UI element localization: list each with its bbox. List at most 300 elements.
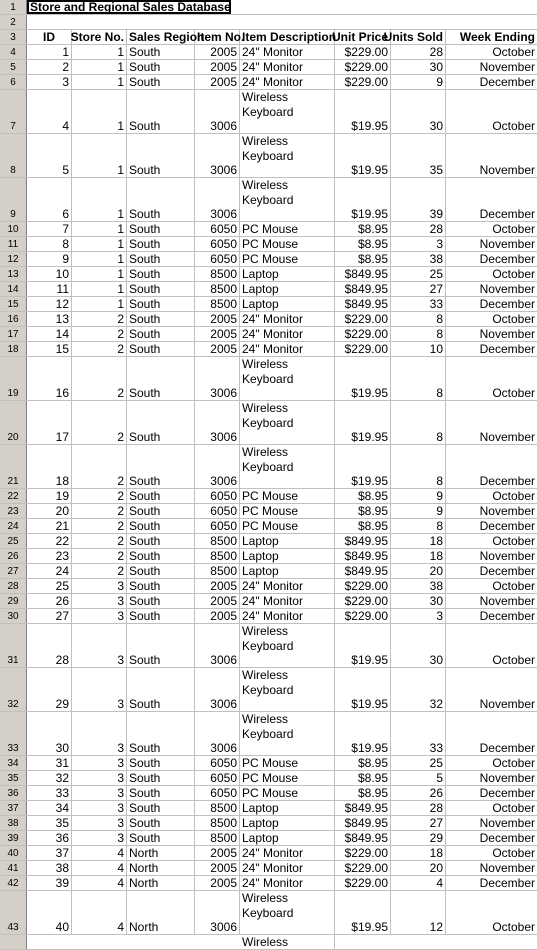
cell-id[interactable]: 15 bbox=[27, 342, 72, 356]
cell-store-no[interactable]: 4 bbox=[72, 861, 127, 875]
cell-unit-price[interactable]: $229.00 bbox=[335, 579, 391, 593]
cell-item-description[interactable] bbox=[240, 401, 335, 444]
cell-item-no[interactable]: 3006 bbox=[195, 178, 240, 221]
row-header[interactable]: 12 bbox=[0, 252, 27, 266]
cell-sales-region[interactable]: South bbox=[127, 489, 195, 503]
cell-unit-price[interactable]: $8.95 bbox=[335, 222, 391, 236]
cell-unit-price[interactable]: $8.95 bbox=[335, 519, 391, 533]
row-header[interactable]: 26 bbox=[0, 549, 27, 563]
cell-week-ending[interactable]: October bbox=[492, 222, 535, 236]
cell-units-sold[interactable]: 9 bbox=[391, 504, 446, 518]
cell-unit-price[interactable]: $849.95 bbox=[335, 801, 391, 815]
cell-id[interactable]: 6 bbox=[27, 178, 72, 221]
cell-unit-price[interactable]: $8.95 bbox=[335, 786, 391, 800]
cell-units-sold[interactable]: 8 bbox=[391, 357, 446, 400]
cell-item-description[interactable]: PC Mouse bbox=[240, 771, 335, 785]
cell-id[interactable]: 30 bbox=[27, 712, 72, 755]
cell-week-ending[interactable]: November bbox=[479, 549, 535, 563]
cell-id[interactable]: 39 bbox=[27, 876, 72, 890]
cell-id[interactable]: 21 bbox=[27, 519, 72, 533]
cell-store-no[interactable]: 3 bbox=[72, 756, 127, 770]
cell-item-description[interactable]: 24" Monitor bbox=[240, 846, 335, 860]
cell-units-sold[interactable]: 26 bbox=[391, 786, 446, 800]
cell-sales-region[interactable]: North bbox=[127, 861, 195, 875]
cell-units-sold[interactable]: 8 bbox=[391, 312, 446, 326]
cell-units-sold[interactable]: 12 bbox=[391, 891, 446, 934]
cell-units-sold[interactable]: 30 bbox=[391, 90, 446, 133]
cell-item-description[interactable]: 24" Monitor bbox=[240, 60, 335, 74]
cell-unit-price[interactable]: $19.95 bbox=[335, 178, 391, 221]
cell-unit-price[interactable]: $19.95 bbox=[335, 134, 391, 177]
cell-sales-region[interactable]: South bbox=[127, 342, 195, 356]
cell-sales-region[interactable]: South bbox=[127, 756, 195, 770]
cell-id[interactable]: 19 bbox=[27, 489, 72, 503]
cell-item-no[interactable]: 2005 bbox=[195, 846, 240, 860]
cell-store-no[interactable]: 4 bbox=[72, 846, 127, 860]
cell-units-sold[interactable]: 3 bbox=[391, 609, 446, 623]
cell-item-no[interactable]: 8500 bbox=[195, 267, 240, 281]
cell-item-no[interactable]: 8500 bbox=[195, 801, 240, 815]
cell-id[interactable]: 3 bbox=[27, 75, 72, 89]
cell-sales-region[interactable]: South bbox=[127, 504, 195, 518]
row-header[interactable]: 38 bbox=[0, 816, 27, 830]
cell-item-no[interactable]: 2005 bbox=[195, 60, 240, 74]
cell-store-no[interactable]: 2 bbox=[72, 519, 127, 533]
sheet-title[interactable]: Store and Regional Sales Database bbox=[27, 0, 231, 14]
cell-id[interactable]: 5 bbox=[27, 134, 72, 177]
row-header[interactable]: 40 bbox=[0, 846, 27, 860]
cell-units-sold[interactable]: 30 bbox=[391, 624, 446, 667]
cell-sales-region[interactable]: North bbox=[127, 876, 195, 890]
cell-week-ending[interactable]: November bbox=[479, 282, 535, 296]
row-header[interactable]: 21 bbox=[0, 445, 27, 488]
cell-unit-price[interactable]: $19.95 bbox=[335, 401, 391, 444]
cell-item-description[interactable]: 24" Monitor bbox=[240, 594, 335, 608]
row-header[interactable]: 39 bbox=[0, 831, 27, 845]
cell-store-no[interactable]: 2 bbox=[72, 312, 127, 326]
col-header-unit-price[interactable]: Unit Price bbox=[335, 30, 391, 44]
cell-item-description[interactable]: 24" Monitor bbox=[240, 579, 335, 593]
cell-unit-price[interactable]: $8.95 bbox=[335, 504, 391, 518]
cell-unit-price[interactable]: $849.95 bbox=[335, 831, 391, 845]
cell-item-description[interactable]: 24" Monitor bbox=[240, 342, 335, 356]
cell-store-no[interactable]: 2 bbox=[72, 534, 127, 548]
cell-item-no[interactable]: 2005 bbox=[195, 312, 240, 326]
cell-week-ending[interactable]: December bbox=[479, 876, 535, 890]
cell-units-sold[interactable]: 30 bbox=[391, 594, 446, 608]
cell-item-no[interactable]: 3006 bbox=[195, 90, 240, 133]
row-header[interactable]: 28 bbox=[0, 579, 27, 593]
cell-item-description[interactable] bbox=[240, 668, 335, 711]
cell-store-no[interactable]: 2 bbox=[72, 489, 127, 503]
cell-week-ending[interactable]: November bbox=[479, 861, 535, 875]
cell-units-sold[interactable]: 32 bbox=[391, 668, 446, 711]
cell-sales-region[interactable]: South bbox=[127, 252, 195, 266]
cell-item-no[interactable]: 3006 bbox=[195, 891, 240, 934]
cell-sales-region[interactable]: South bbox=[127, 90, 195, 133]
cell-item-description[interactable]: 24" Monitor bbox=[240, 876, 335, 890]
row-header[interactable]: 27 bbox=[0, 564, 27, 578]
cell-store-no[interactable]: 3 bbox=[72, 771, 127, 785]
cell-week-ending[interactable]: October bbox=[492, 579, 535, 593]
cell-id[interactable]: 33 bbox=[27, 786, 72, 800]
cell-sales-region[interactable]: South bbox=[127, 178, 195, 221]
cell-week-ending[interactable]: November bbox=[479, 697, 535, 711]
cell-units-sold[interactable]: 33 bbox=[391, 712, 446, 755]
cell-item-description[interactable]: 24" Monitor bbox=[240, 75, 335, 89]
cell-sales-region[interactable]: South bbox=[127, 549, 195, 563]
cell-id[interactable]: 11 bbox=[27, 282, 72, 296]
cell-week-ending[interactable]: December bbox=[479, 519, 535, 533]
cell-units-sold[interactable]: 8 bbox=[391, 519, 446, 533]
cell-sales-region[interactable]: South bbox=[127, 594, 195, 608]
cell-unit-price[interactable]: $8.95 bbox=[335, 237, 391, 251]
cell-units-sold[interactable]: 38 bbox=[391, 252, 446, 266]
row-header[interactable]: 37 bbox=[0, 801, 27, 815]
cell-store-no[interactable]: 3 bbox=[72, 624, 127, 667]
row-header[interactable]: 24 bbox=[0, 519, 27, 533]
cell-week-ending[interactable]: December bbox=[479, 609, 535, 623]
cell-item-no[interactable]: 2005 bbox=[195, 342, 240, 356]
cell-item-no[interactable]: 8500 bbox=[195, 831, 240, 845]
cell-sales-region[interactable]: South bbox=[127, 267, 195, 281]
cell-id[interactable]: 12 bbox=[27, 297, 72, 311]
cell-unit-price[interactable]: $8.95 bbox=[335, 489, 391, 503]
row-header[interactable]: 8 bbox=[0, 134, 27, 177]
cell-id[interactable]: 28 bbox=[27, 624, 72, 667]
cell-item-no[interactable]: 8500 bbox=[195, 534, 240, 548]
row-header[interactable]: 33 bbox=[0, 712, 27, 755]
row-header[interactable]: 14 bbox=[0, 282, 27, 296]
row-header[interactable]: 35 bbox=[0, 771, 27, 785]
cell-sales-region[interactable]: South bbox=[127, 327, 195, 341]
col-header-week-ending[interactable]: Week Ending bbox=[459, 30, 535, 44]
cell-id[interactable]: 18 bbox=[27, 445, 72, 488]
cell-sales-region[interactable]: South bbox=[127, 579, 195, 593]
cell-item-no[interactable]: 6050 bbox=[195, 222, 240, 236]
cell-item-no[interactable]: 2005 bbox=[195, 75, 240, 89]
cell-item-no[interactable]: 6050 bbox=[195, 786, 240, 800]
cell-units-sold[interactable]: 38 bbox=[391, 579, 446, 593]
cell-units-sold[interactable]: 28 bbox=[391, 45, 446, 59]
cell-item-description[interactable]: 24" Monitor bbox=[240, 327, 335, 341]
cell-units-sold[interactable]: 3 bbox=[391, 237, 446, 251]
cell-sales-region[interactable]: South bbox=[127, 519, 195, 533]
cell-sales-region[interactable]: South bbox=[127, 534, 195, 548]
cell-id[interactable]: 25 bbox=[27, 579, 72, 593]
cell-item-no[interactable]: 2005 bbox=[195, 876, 240, 890]
cell-unit-price[interactable]: $19.95 bbox=[335, 712, 391, 755]
cell-store-no[interactable]: 4 bbox=[72, 891, 127, 934]
cell-id[interactable]: 35 bbox=[27, 816, 72, 830]
cell-id[interactable]: 32 bbox=[27, 771, 72, 785]
cell-unit-price[interactable]: $849.95 bbox=[335, 297, 391, 311]
cell-item-description[interactable] bbox=[240, 90, 335, 133]
row-header[interactable]: 15 bbox=[0, 297, 27, 311]
cell-store-no[interactable]: 3 bbox=[72, 831, 127, 845]
row-header[interactable]: 20 bbox=[0, 401, 27, 444]
cell-week-ending[interactable]: October bbox=[492, 386, 535, 400]
cell-id[interactable]: 27 bbox=[27, 609, 72, 623]
cell-item-description[interactable]: Laptop bbox=[240, 564, 335, 578]
row-header-3[interactable]: 3 bbox=[0, 30, 27, 44]
cell-units-sold[interactable]: 35 bbox=[391, 134, 446, 177]
cell-id[interactable]: 17 bbox=[27, 401, 72, 444]
cell-store-no[interactable]: 1 bbox=[72, 282, 127, 296]
row-header-partial[interactable] bbox=[0, 935, 27, 949]
cell-week-ending[interactable]: November bbox=[479, 60, 535, 74]
cell-sales-region[interactable]: South bbox=[127, 816, 195, 830]
cell-id[interactable]: 7 bbox=[27, 222, 72, 236]
col-header-id[interactable]: ID bbox=[27, 30, 72, 44]
cell-store-no[interactable]: 2 bbox=[72, 342, 127, 356]
cell-item-description[interactable]: Laptop bbox=[240, 267, 335, 281]
cell-id[interactable]: 4 bbox=[27, 90, 72, 133]
cell-item-no[interactable]: 3006 bbox=[195, 668, 240, 711]
cell-sales-region[interactable]: South bbox=[127, 771, 195, 785]
cell-units-sold[interactable]: 9 bbox=[391, 489, 446, 503]
cell-sales-region[interactable]: South bbox=[127, 786, 195, 800]
cell-units-sold[interactable]: 18 bbox=[391, 549, 446, 563]
cell-sales-region[interactable]: South bbox=[127, 609, 195, 623]
cell-id[interactable]: 23 bbox=[27, 549, 72, 563]
cell-week-ending[interactable]: November bbox=[479, 771, 535, 785]
cell-item-description[interactable]: PC Mouse bbox=[240, 756, 335, 770]
cell-week-ending[interactable]: December bbox=[479, 297, 535, 311]
cell-unit-price[interactable]: $19.95 bbox=[335, 357, 391, 400]
cell-id[interactable]: 2 bbox=[27, 60, 72, 74]
row-header[interactable]: 36 bbox=[0, 786, 27, 800]
cell-unit-price[interactable]: $229.00 bbox=[335, 75, 391, 89]
cell-item-description[interactable]: 24" Monitor bbox=[240, 45, 335, 59]
cell-sales-region[interactable]: South bbox=[127, 282, 195, 296]
cell-unit-price[interactable]: $19.95 bbox=[335, 90, 391, 133]
cell-item-description[interactable]: Laptop bbox=[240, 282, 335, 296]
row-header-2[interactable]: 2 bbox=[0, 15, 27, 29]
cell-sales-region[interactable]: South bbox=[127, 237, 195, 251]
cell-sales-region[interactable]: South bbox=[127, 401, 195, 444]
cell-sales-region[interactable]: North bbox=[127, 846, 195, 860]
cell-unit-price[interactable]: $229.00 bbox=[335, 45, 391, 59]
cell-store-no[interactable]: 2 bbox=[72, 327, 127, 341]
row-header[interactable]: 42 bbox=[0, 876, 27, 890]
cell-item-description[interactable]: Laptop bbox=[240, 801, 335, 815]
cell-sales-region[interactable]: South bbox=[127, 831, 195, 845]
cell-item-description[interactable] bbox=[240, 357, 335, 400]
cell-item-description[interactable]: Laptop bbox=[240, 816, 335, 830]
cell-week-ending[interactable]: December bbox=[479, 474, 535, 488]
cell-week-ending[interactable]: October bbox=[492, 756, 535, 770]
cell-id[interactable]: 20 bbox=[27, 504, 72, 518]
cell-units-sold[interactable]: 8 bbox=[391, 401, 446, 444]
cell-item-no[interactable]: 3006 bbox=[195, 712, 240, 755]
cell-week-ending[interactable]: December bbox=[479, 564, 535, 578]
cell-item-description-partial[interactable]: Wireless bbox=[240, 935, 335, 949]
cell-unit-price[interactable]: $19.95 bbox=[335, 668, 391, 711]
cell-item-description[interactable]: PC Mouse bbox=[240, 252, 335, 266]
row-header[interactable]: 41 bbox=[0, 861, 27, 875]
row-header[interactable]: 13 bbox=[0, 267, 27, 281]
cell-store-no[interactable]: 1 bbox=[72, 222, 127, 236]
cell-item-description[interactable]: PC Mouse bbox=[240, 519, 335, 533]
cell-unit-price[interactable]: $229.00 bbox=[335, 861, 391, 875]
cell-id[interactable]: 24 bbox=[27, 564, 72, 578]
cell-sales-region[interactable]: North bbox=[127, 891, 195, 934]
cell-units-sold[interactable]: 5 bbox=[391, 771, 446, 785]
cell-id[interactable]: 9 bbox=[27, 252, 72, 266]
row-header[interactable]: 9 bbox=[0, 178, 27, 221]
cell-week-ending[interactable]: October bbox=[492, 846, 535, 860]
cell-sales-region[interactable]: South bbox=[127, 45, 195, 59]
cell-item-no[interactable]: 8500 bbox=[195, 549, 240, 563]
cell-unit-price[interactable]: $19.95 bbox=[335, 624, 391, 667]
cell-unit-price[interactable]: $19.95 bbox=[335, 445, 391, 488]
col-header-sales-region[interactable]: Sales Region bbox=[129, 30, 205, 44]
cell-week-ending[interactable]: October bbox=[492, 920, 535, 934]
cell-unit-price[interactable]: $849.95 bbox=[335, 282, 391, 296]
col-header-item-description[interactable]: Item Description bbox=[242, 30, 337, 44]
cell-units-sold[interactable]: 20 bbox=[391, 564, 446, 578]
cell-sales-region[interactable]: South bbox=[127, 357, 195, 400]
cell-unit-price[interactable]: $8.95 bbox=[335, 756, 391, 770]
cell-item-no[interactable]: 3006 bbox=[195, 624, 240, 667]
cell-id[interactable]: 34 bbox=[27, 801, 72, 815]
cell-store-no[interactable]: 3 bbox=[72, 712, 127, 755]
cell-sales-region[interactable]: South bbox=[127, 312, 195, 326]
cell-week-ending[interactable]: December bbox=[479, 75, 535, 89]
cell-item-no[interactable]: 3006 bbox=[195, 401, 240, 444]
cell-store-no[interactable]: 3 bbox=[72, 668, 127, 711]
cell-item-no[interactable]: 3006 bbox=[195, 134, 240, 177]
cell-unit-price[interactable]: $229.00 bbox=[335, 876, 391, 890]
cell-week-ending[interactable]: October bbox=[492, 45, 535, 59]
cell-units-sold[interactable]: 28 bbox=[391, 222, 446, 236]
col-header-item-no[interactable]: Item No. bbox=[197, 30, 245, 44]
cell-units-sold[interactable]: 27 bbox=[391, 282, 446, 296]
cell-item-no[interactable]: 8500 bbox=[195, 564, 240, 578]
row-header[interactable]: 34 bbox=[0, 756, 27, 770]
cell-unit-price[interactable]: $849.95 bbox=[335, 816, 391, 830]
cell-sales-region[interactable]: South bbox=[127, 668, 195, 711]
cell-sales-region[interactable]: South bbox=[127, 801, 195, 815]
cell-item-description[interactable]: PC Mouse bbox=[240, 222, 335, 236]
cell-sales-region[interactable]: South bbox=[127, 60, 195, 74]
cell-week-ending[interactable]: December bbox=[479, 786, 535, 800]
cell-item-description[interactable]: Laptop bbox=[240, 297, 335, 311]
cell-week-ending[interactable]: October bbox=[492, 653, 535, 667]
cell-week-ending[interactable]: November bbox=[479, 163, 535, 177]
cell-item-description[interactable] bbox=[240, 712, 335, 755]
cell-week-ending[interactable]: October bbox=[492, 267, 535, 281]
cell-units-sold[interactable]: 29 bbox=[391, 831, 446, 845]
cell-week-ending[interactable]: November bbox=[479, 594, 535, 608]
cell-item-no[interactable]: 6050 bbox=[195, 504, 240, 518]
cell-unit-price[interactable]: $229.00 bbox=[335, 846, 391, 860]
row-header[interactable]: 29 bbox=[0, 594, 27, 608]
cell-units-sold[interactable]: 27 bbox=[391, 816, 446, 830]
cell-week-ending[interactable]: October bbox=[492, 534, 535, 548]
cell-store-no[interactable]: 1 bbox=[72, 237, 127, 251]
cell-units-sold[interactable]: 18 bbox=[391, 534, 446, 548]
row-header[interactable]: 30 bbox=[0, 609, 27, 623]
cell-id[interactable]: 38 bbox=[27, 861, 72, 875]
row-header[interactable]: 32 bbox=[0, 668, 27, 711]
cell-store-no[interactable]: 3 bbox=[72, 786, 127, 800]
cell-units-sold[interactable]: 8 bbox=[391, 445, 446, 488]
cell-week-ending[interactable]: November bbox=[479, 430, 535, 444]
cell-id[interactable]: 37 bbox=[27, 846, 72, 860]
cell-store-no[interactable]: 1 bbox=[72, 60, 127, 74]
cell-id[interactable]: 29 bbox=[27, 668, 72, 711]
cell-store-no[interactable]: 1 bbox=[72, 178, 127, 221]
cell-item-description[interactable]: 24" Monitor bbox=[240, 312, 335, 326]
cell-store-no[interactable]: 2 bbox=[72, 357, 127, 400]
cell-item-no[interactable]: 6050 bbox=[195, 519, 240, 533]
cell-unit-price[interactable]: $849.95 bbox=[335, 534, 391, 548]
cell-item-no[interactable]: 2005 bbox=[195, 327, 240, 341]
cell-unit-price[interactable]: $229.00 bbox=[335, 594, 391, 608]
cell-item-description[interactable] bbox=[240, 134, 335, 177]
cell-item-description[interactable]: 24" Monitor bbox=[240, 861, 335, 875]
cell-unit-price[interactable]: $8.95 bbox=[335, 252, 391, 266]
row-header[interactable]: 31 bbox=[0, 624, 27, 667]
cell-id[interactable]: 26 bbox=[27, 594, 72, 608]
cell-item-description[interactable] bbox=[240, 891, 335, 934]
cell-week-ending[interactable]: November bbox=[479, 327, 535, 341]
cell-item-description[interactable]: PC Mouse bbox=[240, 237, 335, 251]
cell-id[interactable]: 10 bbox=[27, 267, 72, 281]
cell-item-no[interactable]: 6050 bbox=[195, 237, 240, 251]
cell-unit-price[interactable]: $849.95 bbox=[335, 267, 391, 281]
cell-units-sold[interactable]: 20 bbox=[391, 861, 446, 875]
cell-item-no[interactable]: 3006 bbox=[195, 357, 240, 400]
cell-unit-price[interactable]: $8.95 bbox=[335, 771, 391, 785]
cell-week-ending[interactable]: December bbox=[479, 342, 535, 356]
row-header[interactable]: 43 bbox=[0, 891, 27, 934]
cell-item-no[interactable]: 8500 bbox=[195, 816, 240, 830]
cell-units-sold[interactable]: 25 bbox=[391, 267, 446, 281]
cell-unit-price[interactable]: $849.95 bbox=[335, 564, 391, 578]
cell-unit-price[interactable]: $229.00 bbox=[335, 312, 391, 326]
cell-item-description[interactable]: Laptop bbox=[240, 549, 335, 563]
cell-id[interactable]: 40 bbox=[27, 891, 72, 934]
cell-week-ending[interactable]: December bbox=[479, 831, 535, 845]
cell-store-no[interactable]: 1 bbox=[72, 252, 127, 266]
cell-id[interactable]: 22 bbox=[27, 534, 72, 548]
cell-item-no[interactable]: 2005 bbox=[195, 594, 240, 608]
cell-sales-region[interactable]: South bbox=[127, 624, 195, 667]
cell-item-description[interactable]: Laptop bbox=[240, 831, 335, 845]
cell-item-no[interactable]: 3006 bbox=[195, 445, 240, 488]
col-header-units-sold[interactable]: Units Sold bbox=[391, 30, 446, 44]
row-header[interactable]: 25 bbox=[0, 534, 27, 548]
row-header[interactable]: 11 bbox=[0, 237, 27, 251]
cell-sales-region[interactable]: South bbox=[127, 222, 195, 236]
cell-unit-price[interactable]: $849.95 bbox=[335, 549, 391, 563]
cell-item-no[interactable]: 8500 bbox=[195, 297, 240, 311]
cell-item-description[interactable]: PC Mouse bbox=[240, 504, 335, 518]
cell-unit-price[interactable]: $229.00 bbox=[335, 327, 391, 341]
cell-item-description[interactable]: PC Mouse bbox=[240, 489, 335, 503]
cell-store-no[interactable]: 3 bbox=[72, 594, 127, 608]
cell-store-no[interactable]: 3 bbox=[72, 579, 127, 593]
cell-id[interactable]: 31 bbox=[27, 756, 72, 770]
row-header[interactable]: 22 bbox=[0, 489, 27, 503]
cell-units-sold[interactable]: 18 bbox=[391, 846, 446, 860]
cell-store-no[interactable]: 3 bbox=[72, 801, 127, 815]
cell-week-ending[interactable]: November bbox=[479, 504, 535, 518]
cell-store-no[interactable]: 2 bbox=[72, 504, 127, 518]
